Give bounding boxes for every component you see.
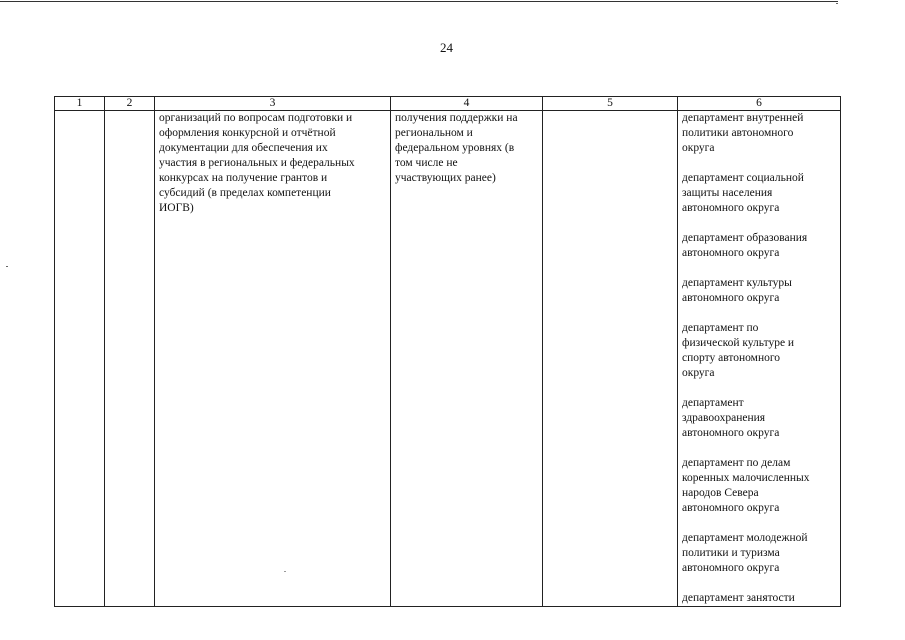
cell-col5	[543, 111, 678, 607]
cell-col6	[678, 111, 841, 607]
scan-mark	[6, 266, 8, 267]
column-header: 5	[543, 97, 678, 111]
department-entry: департамент молодежной политики и туризма автономного округа	[682, 532, 808, 574]
cell-text: организаций по вопросам подготовки и оформления конкурсной и отчётной документации для обеспечения их участия в региональных и федеральных конкурсах на получение грантов и субсидий (в пределах компетенции ИОГВ)	[159, 112, 355, 214]
department-entry: департамент здравоохранения автономного округа	[682, 397, 780, 439]
department-entry: департамент социальной защиты населения автономного округа	[682, 172, 804, 214]
department-entry: департамент занятости	[682, 592, 795, 604]
department-entry: департамент по физической культуре и спорту автономного округа	[682, 322, 795, 379]
department-entry: департамент образования автономного округа	[682, 232, 808, 259]
column-header: 2	[105, 97, 155, 111]
column-header: 4	[391, 97, 543, 111]
column-header: 3	[155, 97, 391, 111]
cell-text: получения поддержки на региональном и федеральном уровнях (в том числе не участвующих ранее)	[395, 112, 518, 184]
department-entry: департамент по делам коренных малочисленных народов Севера автономного округа	[682, 457, 810, 514]
department-entry: департамент культуры автономного округа	[682, 277, 792, 304]
department-entry: департамент внутренней политики автономного округа	[682, 112, 804, 154]
page-number: 24	[440, 40, 453, 55]
document-table	[54, 96, 841, 607]
column-header: 1	[55, 97, 105, 111]
column-header: 6	[678, 97, 841, 111]
cell-col4	[391, 111, 543, 607]
cell-col1	[55, 111, 105, 607]
cell-col2	[105, 111, 155, 607]
table-row	[55, 111, 841, 607]
top-border-line	[0, 1, 838, 2]
scan-mark	[836, 3, 838, 4]
table-header-row	[55, 97, 841, 111]
cell-col3	[155, 111, 391, 607]
